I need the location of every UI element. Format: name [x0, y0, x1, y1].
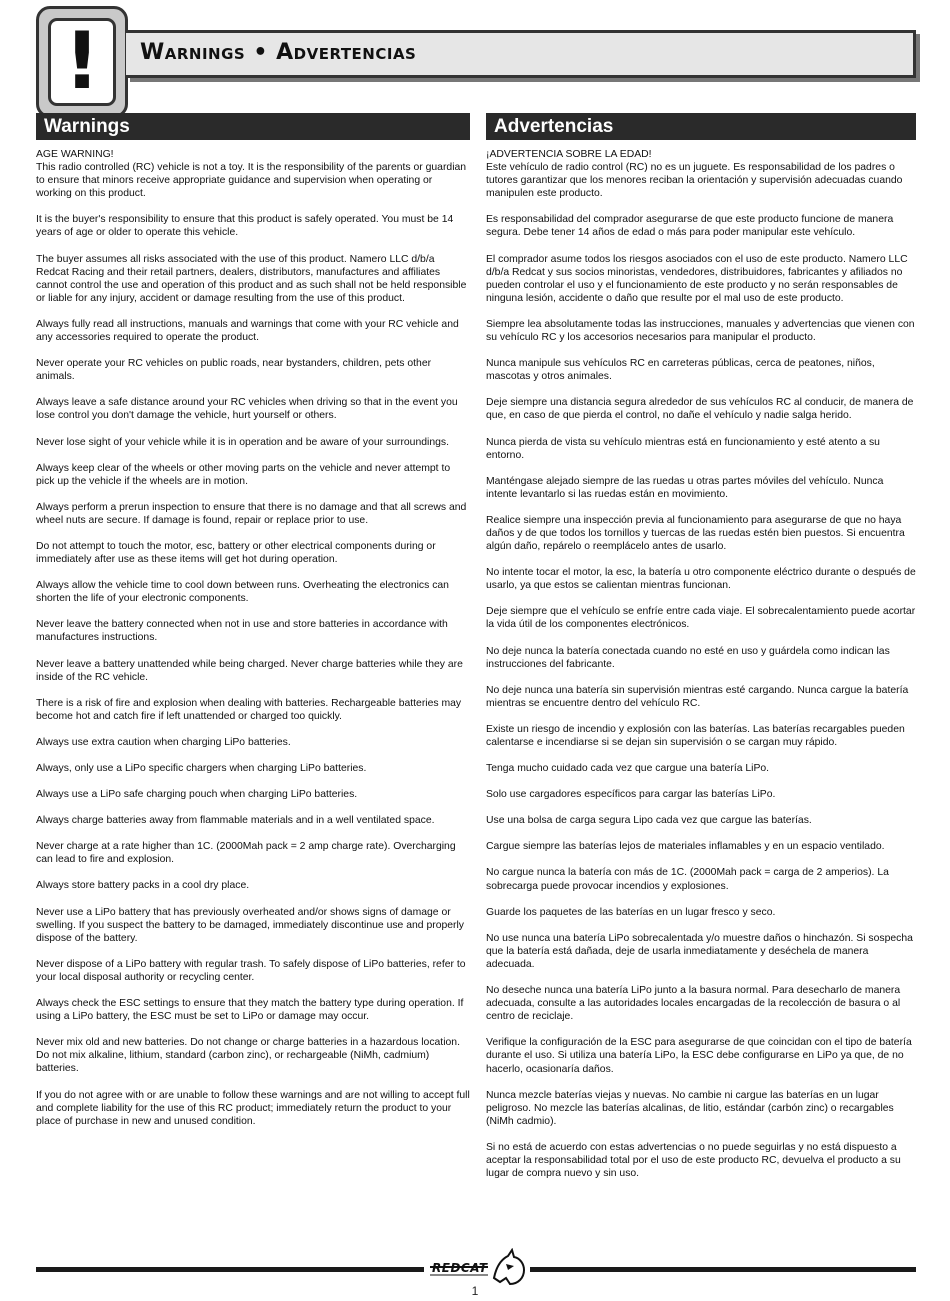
warning-icon [36, 6, 128, 118]
redcat-logo [428, 1248, 528, 1288]
page-number: 1 [471, 1284, 479, 1298]
advertencia-paragraph: Si no está de acuerdo con estas advertencias o no puede seguirlas y no está dispuesto a aceptar la responsabilidad total por el uso de este producto RC, devuelva el producto a su lugar de compra nuevo y sin uso. [486, 1141, 901, 1180]
page-header [36, 6, 916, 120]
warning-paragraph: Always, only use a LiPo specific chargers when charging LiPo batteries. [36, 763, 367, 774]
warning-paragraph: Always allow the vehicle time to cool down between runs. Overheating the electronics can shorten the life of your electronic components. [36, 580, 449, 605]
advertencia-paragraph: Nunca pierda de vista su vehículo mientras está en funcionamiento y esté atento a su entorno. [486, 436, 880, 461]
warning-paragraph: Always store battery packs in a cool dry place. [36, 880, 250, 892]
page-title: Warnings • Advertencias [140, 40, 417, 65]
advertencia-paragraph: Deje siempre una distancia segura alrededor de sus vehículos RC al conducir, de manera de que, en caso de que pierda el control, no dañe el vehículo y nadie salga herido. [486, 397, 914, 422]
warning-paragraph: Never dispose of a LiPo battery with regular trash. To safely dispose of LiPo batteries, refer to your local disposal authority or recycling center. [36, 958, 466, 983]
warnings-heading: Warnings [36, 113, 470, 140]
advertencia-paragraph: Es responsabilidad del comprador asegurarse de que este producto funcione de manera segura. Debe tener 14 años de edad o más para poder manipular este vehículo. [486, 214, 894, 239]
warning-paragraph: Always charge batteries away from flammable materials and in a well ventilated space. [36, 815, 435, 827]
logo-wordmark: REDCAT [432, 1261, 488, 1275]
title-bar [126, 30, 916, 78]
warning-paragraph: Always use extra caution when charging LiPo batteries. [36, 736, 291, 748]
warning-icon-inner [48, 18, 116, 106]
warning-paragraph: Always use a LiPo safe charging pouch when charging LiPo batteries. [36, 789, 358, 801]
advertencia-paragraph: No use nunca una batería LiPo sobrecalentada y/o muestre daños o hinchazón. Si sospecha que la batería está dañada, deje de usarla inmediatamente y deséchela de manera adecuada. [486, 932, 913, 970]
warning-paragraph: There is a risk of fire and explosion when dealing with batteries. Rechargeable batteries may become hot and catch fire if left unattended or charged too quickly. [36, 697, 462, 722]
advertencia-paragraph: Deje siempre que el vehículo se enfríe entre cada viaje. El sobrecalentamiento puede acortar la vida útil de los componentes electrónicos. [486, 606, 916, 631]
warning-paragraph: Always keep clear of the wheels or other moving parts on the vehicle and never attempt to pick up the vehicle if the wheels are in motion. [36, 462, 451, 487]
advertencia-paragraph: Use una bolsa de carga segura Lipo cada vez que cargue las baterías. [486, 815, 812, 827]
warning-paragraph: Always leave a safe distance around your RC vehicles when driving so that in the event you lose control you don't damage the vehicle, hurt yourself or others. [36, 397, 458, 422]
advertencias-column [486, 113, 916, 1193]
advertencia-paragraph: Tenga mucho cuidado cada vez que cargue una batería LiPo. [486, 763, 770, 775]
warning-paragraph: Always fully read all instructions, manuals and warnings that come with your RC vehicle and any accessories required to operate the product. [36, 318, 459, 344]
exclamation-icon: ! [64, 17, 100, 107]
advertencias-heading: Advertencias [486, 113, 916, 140]
footer-rule-left [36, 1267, 424, 1272]
advertencia-paragraph: Siempre lea absolutamente todas las instrucciones, manuales y advertencias que vienen con su vehículo RC y los accesorios necesarios para manipular el producto. [486, 318, 915, 344]
advertencia-paragraph: No intente tocar el motor, la esc, la batería u otro componente eléctrico durante o después de usarlo, ya que estos se calientan mientras funcionan. [486, 567, 916, 592]
warnings-body [36, 148, 470, 1128]
advertencia-paragraph: No deje nunca una batería sin supervisión mientras esté cargando. Nunca cargue la batería mientras se encuentre dentro del vehículo RC. [486, 684, 909, 709]
warning-paragraph: It is the buyer's responsibility to ensure that this product is safely operated. You must be 14 years of age or older to operate this vehicle. [36, 214, 454, 239]
advertencia-paragraph: El comprador asume todos los riesgos asociados con el uso de este producto. Namero LLC d/b/a Redcat y sus socios minoristas, vendedores, distribuidores, fabricantes y afiliados no pueden controlar el uso y el funcionamiento de este producto y no serán responsables de ninguna lesión, accidente o daño que resulte por el mal uso de este producto. [486, 253, 908, 304]
advertencia-paragraph: Manténgase alejado siempre de las ruedas u otras partes móviles del vehículo. Nunca intente levantarlo si las ruedas están en movimiento. [486, 475, 884, 500]
warning-paragraph: AGE WARNING! [36, 149, 114, 160]
warning-paragraph: Do not attempt to touch the motor, esc, battery or other electrical components during or immediately after use as these items will get hot during operation. [36, 540, 436, 566]
warning-paragraph: Always check the ESC settings to ensure that they match the battery type during operation. If using a LiPo battery, the ESC must be set to LiPo or damage may occur. [36, 998, 464, 1023]
advertencia-paragraph: Este vehículo de radio control (RC) no es un juguete. Es responsabilidad de los padres o tutores garantizar que los menores reciban la orientación y supervisión adecuadas cuando manipulen este producto. [486, 162, 903, 200]
advertencia-paragraph: ¡ADVERTENCIA SOBRE LA EDAD! [486, 149, 652, 160]
warning-paragraph: Never lose sight of your vehicle while it is in operation and be aware of your surroundings. [36, 436, 449, 448]
advertencia-paragraph: Solo use cargadores específicos para cargar las baterías LiPo. [486, 789, 776, 801]
warning-paragraph: Never mix old and new batteries. Do not change or charge batteries in a hazardous location. Do not mix alkaline, lithium, standard (carbon zinc), or rechargeable (NiMh, cadmium) batteries. [36, 1037, 460, 1075]
warning-paragraph: If you do not agree with or are unable to follow these warnings and are not willing to accept full and complete liability for the use of this RC product; immediately return the product to your place of purchase in new and unused condition. [36, 1089, 470, 1127]
warning-paragraph: Always perform a prerun inspection to ensure that there is no damage and that all screws and wheel nuts are secure. If damage is found, repair or replace prior to use. [36, 501, 467, 526]
warnings-column [36, 113, 470, 1141]
warning-paragraph: Never leave a battery unattended while being charged. Never charge batteries while they are inside of the RC vehicle. [36, 658, 463, 683]
advertencias-body [486, 148, 916, 1180]
warning-paragraph: This radio controlled (RC) vehicle is not a toy. It is the responsibility of the parents or guardian to ensure that minors receive appropriate guidance and supervision when operating or working on this product. [36, 162, 467, 200]
warning-paragraph: Never charge at a rate higher than 1C. (2000Mah pack = 2 amp charge rate). Overcharging can lead to fire and explosion. [36, 841, 456, 866]
advertencia-paragraph: No cargue nunca la batería con más de 1C. (2000Mah pack = carga de 2 amperios). La sobrecarga puede provocar incendios y explosiones. [486, 867, 889, 892]
advertencia-paragraph: Nunca mezcle baterías viejas y nuevas. No cambie ni cargue las baterías en un lugar peligroso. No mezcle las baterías alcalinas, de litio, estándar (carbón zinc) o recargables (NiMh cadmio). [486, 1089, 894, 1127]
warning-paragraph: Never operate your RC vehicles on public roads, near bystanders, children, pets other animals. [36, 358, 432, 383]
warning-paragraph: The buyer assumes all risks associated with the use of this product. Namero LLC d/b/a Redcat Racing and their retail partners, dealers, distributors, manufactures and affiliates cannot control the use and operation of this product and as such shall not be held responsible or liable for any injury, accident or damage resulting from the use of this product. [36, 253, 467, 304]
advertencia-paragraph: Existe un riesgo de incendio y explosión con las baterías. Las baterías recargables pueden calentarse e incendiarse si se dejan sin supervisión o se cargan muy rápido. [486, 723, 905, 748]
advertencia-paragraph: Guarde los paquetes de las baterías en un lugar fresco y seco. [486, 906, 776, 918]
advertencia-paragraph: No deseche nunca una batería LiPo junto a la basura normal. Para desecharlo de manera adecuada, consulte a las autoridades locales encargadas de la recolección de basura o al centro de reciclaje. [486, 985, 901, 1023]
advertencia-paragraph: Cargue siempre las baterías lejos de materiales inflamables y en un espacio ventilado. [486, 841, 885, 853]
footer-rule-right [530, 1267, 916, 1272]
advertencia-paragraph: Realice siempre una inspección previa al funcionamiento para asegurarse de que no haya daños y de que todos los tornillos y tuercas de las ruedas estén bien puestos. Si encuentra algún daño, repárelo o reemplácelo antes de usarlo. [486, 514, 905, 553]
advertencia-paragraph: No deje nunca la batería conectada cuando no esté en uso y guárdela como indican las instrucciones del fabricante. [486, 645, 890, 670]
warning-paragraph: Never use a LiPo battery that has previously overheated and/or shows signs of damage or swelling. If you suspect the battery to be damaged, immediately discontinue use and properly dispose of the battery. [36, 906, 464, 944]
warning-paragraph: Never leave the battery connected when not in use and store batteries in accordance with manufactures instructions. [36, 619, 448, 644]
advertencia-paragraph: Nunca manipule sus vehículos RC en carreteras públicas, cerca de peatones, niños, mascotas y otros animales. [486, 358, 875, 383]
advertencia-paragraph: Verifique la configuración de la ESC para asegurarse de que coincidan con el tipo de batería durante el uso. Si utiliza una batería LiPo, la ESC debe configurarse en LiPo ya que, de no hacerlo, ocasionaría daños. [486, 1037, 912, 1075]
